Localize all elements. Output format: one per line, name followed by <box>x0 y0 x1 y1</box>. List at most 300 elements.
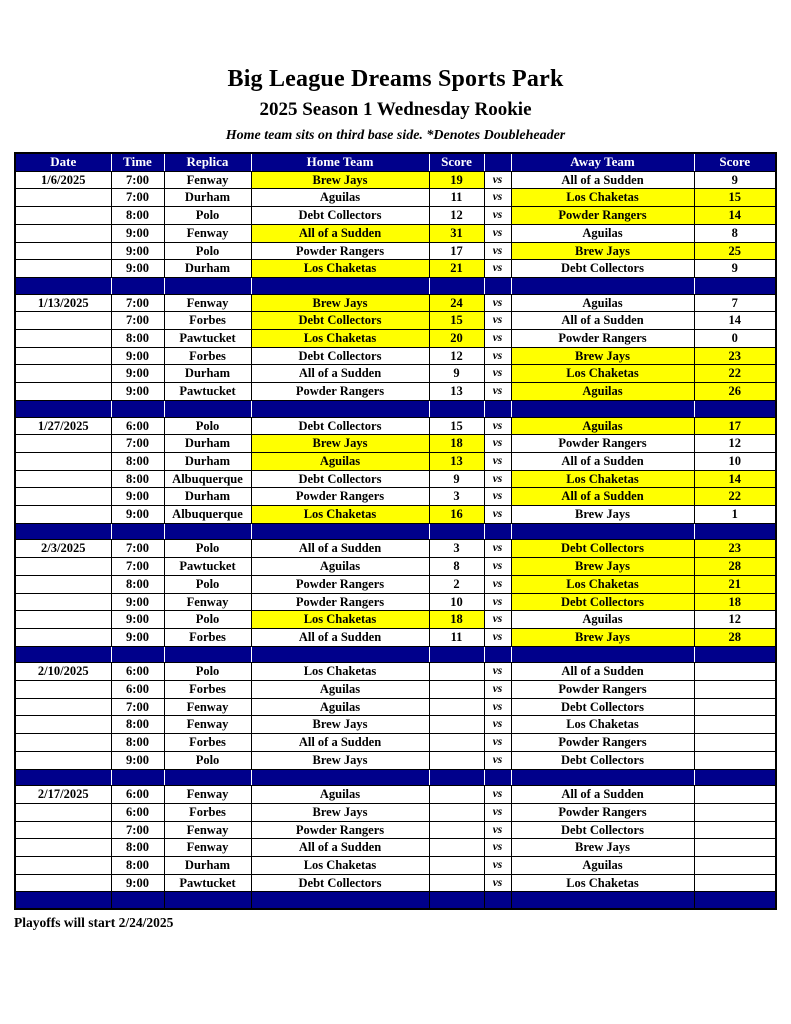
home-team-cell: Debt Collectors <box>251 312 429 330</box>
home-team-cell: Los Chaketas <box>251 611 429 629</box>
time-cell: 7:00 <box>111 558 164 576</box>
vs-cell: vs <box>484 488 511 506</box>
separator-cell <box>15 646 111 663</box>
separator-cell <box>694 400 776 417</box>
header-vs <box>484 153 511 171</box>
separator-cell <box>511 892 694 909</box>
separator-cell <box>429 646 484 663</box>
away-score-cell: 28 <box>694 558 776 576</box>
away-score-cell: 22 <box>694 365 776 383</box>
vs-cell: vs <box>484 452 511 470</box>
time-cell: 9:00 <box>111 506 164 524</box>
game-row <box>15 734 776 752</box>
separator-cell <box>164 400 251 417</box>
away-team-cell: All of a Sudden <box>511 452 694 470</box>
away-team-cell: Aguilas <box>511 383 694 401</box>
time-cell: 6:00 <box>111 663 164 681</box>
away-team-cell: Los Chaketas <box>511 575 694 593</box>
separator-cell <box>164 646 251 663</box>
home-team-cell: Los Chaketas <box>251 260 429 278</box>
separator-cell <box>429 277 484 294</box>
section-separator-row <box>15 646 776 663</box>
date-cell <box>15 242 111 260</box>
away-score-cell: 23 <box>694 540 776 558</box>
separator-cell <box>164 769 251 786</box>
separator-cell <box>484 769 511 786</box>
home-team-cell: All of a Sudden <box>251 224 429 242</box>
date-cell <box>15 698 111 716</box>
game-row <box>15 435 776 453</box>
time-cell: 8:00 <box>111 207 164 225</box>
time-cell: 7:00 <box>111 698 164 716</box>
date-cell <box>15 611 111 629</box>
time-cell: 9:00 <box>111 383 164 401</box>
home-score-cell: 11 <box>429 189 484 207</box>
schedule-table <box>14 152 777 910</box>
home-score-cell <box>429 716 484 734</box>
date-cell <box>15 452 111 470</box>
vs-cell: vs <box>484 330 511 348</box>
time-cell: 9:00 <box>111 593 164 611</box>
game-row <box>15 242 776 260</box>
home-team-cell: All of a Sudden <box>251 628 429 646</box>
away-team-cell: Powder Rangers <box>511 681 694 699</box>
home-team-cell: Powder Rangers <box>251 242 429 260</box>
away-team-cell: Los Chaketas <box>511 189 694 207</box>
replica-cell: Fenway <box>164 716 251 734</box>
header-row <box>15 153 776 171</box>
vs-cell: vs <box>484 663 511 681</box>
home-team-cell: Los Chaketas <box>251 506 429 524</box>
away-team-cell: Powder Rangers <box>511 734 694 752</box>
home-score-cell: 31 <box>429 224 484 242</box>
vs-cell: vs <box>484 874 511 892</box>
replica-cell: Fenway <box>164 821 251 839</box>
vs-cell: vs <box>484 312 511 330</box>
time-cell: 9:00 <box>111 224 164 242</box>
separator-cell <box>511 523 694 540</box>
time-cell: 6:00 <box>111 417 164 435</box>
game-row <box>15 417 776 435</box>
home-score-cell <box>429 751 484 769</box>
time-cell: 7:00 <box>111 540 164 558</box>
separator-cell <box>111 646 164 663</box>
replica-cell: Fenway <box>164 294 251 312</box>
vs-cell: vs <box>484 435 511 453</box>
game-row <box>15 558 776 576</box>
away-score-cell <box>694 803 776 821</box>
away-score-cell: 12 <box>694 611 776 629</box>
home-score-cell: 13 <box>429 452 484 470</box>
home-team-cell: Los Chaketas <box>251 330 429 348</box>
home-team-cell: Aguilas <box>251 698 429 716</box>
separator-cell <box>694 646 776 663</box>
separator-cell <box>484 400 511 417</box>
game-row <box>15 330 776 348</box>
home-team-cell: All of a Sudden <box>251 734 429 752</box>
replica-cell: Albuquerque <box>164 470 251 488</box>
home-team-cell: Powder Rangers <box>251 821 429 839</box>
separator-cell <box>484 646 511 663</box>
home-score-cell: 3 <box>429 488 484 506</box>
replica-cell: Polo <box>164 751 251 769</box>
home-score-cell: 8 <box>429 558 484 576</box>
away-team-cell: Los Chaketas <box>511 470 694 488</box>
game-row <box>15 312 776 330</box>
game-row <box>15 839 776 857</box>
separator-cell <box>251 769 429 786</box>
game-row <box>15 716 776 734</box>
home-score-cell: 15 <box>429 417 484 435</box>
replica-cell: Polo <box>164 242 251 260</box>
home-team-cell: All of a Sudden <box>251 540 429 558</box>
vs-cell: vs <box>484 611 511 629</box>
separator-cell <box>429 523 484 540</box>
home-team-cell: Aguilas <box>251 786 429 804</box>
replica-cell: Durham <box>164 452 251 470</box>
away-score-cell: 25 <box>694 242 776 260</box>
home-score-cell: 18 <box>429 611 484 629</box>
replica-cell: Fenway <box>164 786 251 804</box>
vs-cell: vs <box>484 821 511 839</box>
vs-cell: vs <box>484 224 511 242</box>
home-score-cell <box>429 734 484 752</box>
time-cell: 7:00 <box>111 312 164 330</box>
date-cell <box>15 383 111 401</box>
vs-cell: vs <box>484 857 511 875</box>
separator-cell <box>111 769 164 786</box>
date-cell <box>15 470 111 488</box>
home-score-cell: 19 <box>429 171 484 189</box>
date-cell <box>15 628 111 646</box>
game-row <box>15 224 776 242</box>
date-cell <box>15 260 111 278</box>
home-score-cell: 12 <box>429 207 484 225</box>
date-cell: 1/6/2025 <box>15 171 111 189</box>
date-cell <box>15 506 111 524</box>
away-team-cell: Powder Rangers <box>511 435 694 453</box>
separator-cell <box>429 400 484 417</box>
date-cell: 2/10/2025 <box>15 663 111 681</box>
away-team-cell: Debt Collectors <box>511 698 694 716</box>
away-score-cell: 14 <box>694 207 776 225</box>
away-team-cell: Debt Collectors <box>511 751 694 769</box>
home-team-cell: Brew Jays <box>251 751 429 769</box>
time-cell: 9:00 <box>111 260 164 278</box>
away-team-cell: Brew Jays <box>511 628 694 646</box>
game-row <box>15 347 776 365</box>
away-team-cell: Aguilas <box>511 611 694 629</box>
away-team-cell: All of a Sudden <box>511 488 694 506</box>
replica-cell: Fenway <box>164 224 251 242</box>
game-row <box>15 365 776 383</box>
home-score-cell: 11 <box>429 628 484 646</box>
replica-cell: Durham <box>164 435 251 453</box>
home-team-cell: Aguilas <box>251 452 429 470</box>
time-cell: 7:00 <box>111 294 164 312</box>
time-cell: 7:00 <box>111 435 164 453</box>
separator-cell <box>251 400 429 417</box>
vs-cell: vs <box>484 242 511 260</box>
game-row <box>15 294 776 312</box>
away-score-cell: 18 <box>694 593 776 611</box>
away-score-cell <box>694 751 776 769</box>
away-team-cell: Debt Collectors <box>511 260 694 278</box>
game-row <box>15 470 776 488</box>
away-score-cell: 8 <box>694 224 776 242</box>
separator-cell <box>15 769 111 786</box>
home-score-cell <box>429 874 484 892</box>
time-cell: 7:00 <box>111 171 164 189</box>
vs-cell: vs <box>484 470 511 488</box>
game-row <box>15 821 776 839</box>
section-separator-row <box>15 523 776 540</box>
separator-cell <box>429 769 484 786</box>
replica-cell: Fenway <box>164 839 251 857</box>
game-row <box>15 698 776 716</box>
home-team-cell: Powder Rangers <box>251 488 429 506</box>
away-team-cell: Brew Jays <box>511 839 694 857</box>
separator-cell <box>15 892 111 909</box>
game-row <box>15 611 776 629</box>
time-cell: 6:00 <box>111 681 164 699</box>
date-cell <box>15 224 111 242</box>
home-team-cell: Debt Collectors <box>251 207 429 225</box>
time-cell: 9:00 <box>111 347 164 365</box>
away-score-cell: 1 <box>694 506 776 524</box>
date-cell <box>15 821 111 839</box>
home-team-cell: Debt Collectors <box>251 417 429 435</box>
away-team-cell: Debt Collectors <box>511 540 694 558</box>
vs-cell: vs <box>484 294 511 312</box>
replica-cell: Durham <box>164 365 251 383</box>
separator-cell <box>111 523 164 540</box>
page-title: Big League Dreams Sports Park <box>227 66 564 92</box>
replica-cell: Forbes <box>164 347 251 365</box>
away-score-cell <box>694 874 776 892</box>
time-cell: 8:00 <box>111 734 164 752</box>
away-team-cell: Los Chaketas <box>511 716 694 734</box>
away-score-cell <box>694 681 776 699</box>
home-team-cell: All of a Sudden <box>251 839 429 857</box>
header-home-score: Score <box>429 153 484 171</box>
game-row <box>15 383 776 401</box>
separator-cell <box>694 769 776 786</box>
time-cell: 8:00 <box>111 716 164 734</box>
vs-cell: vs <box>484 347 511 365</box>
away-score-cell: 7 <box>694 294 776 312</box>
home-team-cell: Aguilas <box>251 189 429 207</box>
home-team-cell: Los Chaketas <box>251 857 429 875</box>
game-row <box>15 874 776 892</box>
separator-cell <box>251 277 429 294</box>
game-row <box>15 171 776 189</box>
section-separator-row <box>15 400 776 417</box>
home-score-cell: 24 <box>429 294 484 312</box>
home-score-cell <box>429 698 484 716</box>
separator-cell <box>111 277 164 294</box>
away-score-cell: 9 <box>694 171 776 189</box>
home-score-cell: 10 <box>429 593 484 611</box>
home-team-cell: Powder Rangers <box>251 383 429 401</box>
date-cell <box>15 734 111 752</box>
game-row <box>15 786 776 804</box>
date-cell <box>15 435 111 453</box>
vs-cell: vs <box>484 558 511 576</box>
replica-cell: Durham <box>164 189 251 207</box>
vs-cell: vs <box>484 698 511 716</box>
home-team-cell: Debt Collectors <box>251 470 429 488</box>
date-cell: 1/13/2025 <box>15 294 111 312</box>
playoffs-note: Playoffs will start 2/24/2025 <box>14 914 174 930</box>
away-score-cell <box>694 716 776 734</box>
separator-cell <box>251 523 429 540</box>
schedule-body <box>15 171 776 908</box>
date-cell <box>15 207 111 225</box>
game-row <box>15 663 776 681</box>
away-score-cell <box>694 786 776 804</box>
game-row <box>15 488 776 506</box>
away-team-cell: All of a Sudden <box>511 171 694 189</box>
vs-cell: vs <box>484 417 511 435</box>
section-separator-row <box>15 769 776 786</box>
header-replica: Replica <box>164 153 251 171</box>
separator-cell <box>694 892 776 909</box>
home-team-cell: Powder Rangers <box>251 593 429 611</box>
away-team-cell: Brew Jays <box>511 347 694 365</box>
replica-cell: Pawtucket <box>164 558 251 576</box>
away-score-cell: 28 <box>694 628 776 646</box>
time-cell: 7:00 <box>111 189 164 207</box>
separator-cell <box>694 523 776 540</box>
away-team-cell: Los Chaketas <box>511 365 694 383</box>
separator-cell <box>511 769 694 786</box>
home-team-cell: Brew Jays <box>251 435 429 453</box>
replica-cell: Forbes <box>164 312 251 330</box>
replica-cell: Polo <box>164 540 251 558</box>
separator-cell <box>15 523 111 540</box>
date-cell: 1/27/2025 <box>15 417 111 435</box>
away-score-cell: 21 <box>694 575 776 593</box>
game-row <box>15 506 776 524</box>
separator-cell <box>251 646 429 663</box>
time-cell: 9:00 <box>111 488 164 506</box>
away-team-cell: Brew Jays <box>511 242 694 260</box>
home-score-cell <box>429 839 484 857</box>
away-score-cell: 15 <box>694 189 776 207</box>
separator-cell <box>111 892 164 909</box>
separator-cell <box>484 892 511 909</box>
separator-cell <box>511 277 694 294</box>
time-cell: 8:00 <box>111 330 164 348</box>
replica-cell: Forbes <box>164 628 251 646</box>
time-cell: 9:00 <box>111 751 164 769</box>
date-cell <box>15 839 111 857</box>
replica-cell: Polo <box>164 417 251 435</box>
home-score-cell <box>429 803 484 821</box>
game-row <box>15 575 776 593</box>
away-team-cell: Aguilas <box>511 224 694 242</box>
away-score-cell: 17 <box>694 417 776 435</box>
home-team-cell: Brew Jays <box>251 716 429 734</box>
home-team-cell: Powder Rangers <box>251 575 429 593</box>
home-team-cell: Aguilas <box>251 681 429 699</box>
replica-cell: Pawtucket <box>164 330 251 348</box>
separator-cell <box>15 277 111 294</box>
game-row <box>15 593 776 611</box>
home-score-cell <box>429 857 484 875</box>
game-row <box>15 857 776 875</box>
date-cell <box>15 189 111 207</box>
vs-cell: vs <box>484 786 511 804</box>
vs-cell: vs <box>484 540 511 558</box>
replica-cell: Forbes <box>164 734 251 752</box>
game-row <box>15 628 776 646</box>
replica-cell: Forbes <box>164 681 251 699</box>
game-row <box>15 207 776 225</box>
header-date: Date <box>15 153 111 171</box>
home-score-cell: 18 <box>429 435 484 453</box>
vs-cell: vs <box>484 839 511 857</box>
separator-cell <box>511 646 694 663</box>
away-team-cell: Brew Jays <box>511 558 694 576</box>
separator-cell <box>164 277 251 294</box>
home-score-cell: 15 <box>429 312 484 330</box>
away-score-cell: 9 <box>694 260 776 278</box>
separator-cell <box>484 277 511 294</box>
home-team-cell: Debt Collectors <box>251 874 429 892</box>
vs-cell: vs <box>484 260 511 278</box>
separator-cell <box>251 892 429 909</box>
away-team-cell: Aguilas <box>511 417 694 435</box>
away-score-cell <box>694 734 776 752</box>
away-team-cell: All of a Sudden <box>511 312 694 330</box>
separator-cell <box>164 523 251 540</box>
replica-cell: Polo <box>164 575 251 593</box>
vs-cell: vs <box>484 207 511 225</box>
vs-cell: vs <box>484 171 511 189</box>
home-team-cell: Debt Collectors <box>251 347 429 365</box>
replica-cell: Polo <box>164 207 251 225</box>
away-score-cell: 22 <box>694 488 776 506</box>
away-team-cell: All of a Sudden <box>511 786 694 804</box>
away-score-cell: 10 <box>694 452 776 470</box>
home-score-cell: 21 <box>429 260 484 278</box>
home-score-cell <box>429 786 484 804</box>
separator-cell <box>164 892 251 909</box>
vs-cell: vs <box>484 189 511 207</box>
away-team-cell: Debt Collectors <box>511 593 694 611</box>
vs-cell: vs <box>484 751 511 769</box>
header-away-team: Away Team <box>511 153 694 171</box>
replica-cell: Polo <box>164 663 251 681</box>
separator-cell <box>111 400 164 417</box>
date-cell <box>15 347 111 365</box>
vs-cell: vs <box>484 734 511 752</box>
separator-cell <box>511 400 694 417</box>
date-cell <box>15 874 111 892</box>
date-cell <box>15 312 111 330</box>
away-score-cell <box>694 857 776 875</box>
home-score-cell: 2 <box>429 575 484 593</box>
away-score-cell: 12 <box>694 435 776 453</box>
time-cell: 8:00 <box>111 575 164 593</box>
away-score-cell: 14 <box>694 312 776 330</box>
replica-cell: Durham <box>164 260 251 278</box>
replica-cell: Fenway <box>164 171 251 189</box>
game-row <box>15 681 776 699</box>
home-team-cell: All of a Sudden <box>251 365 429 383</box>
